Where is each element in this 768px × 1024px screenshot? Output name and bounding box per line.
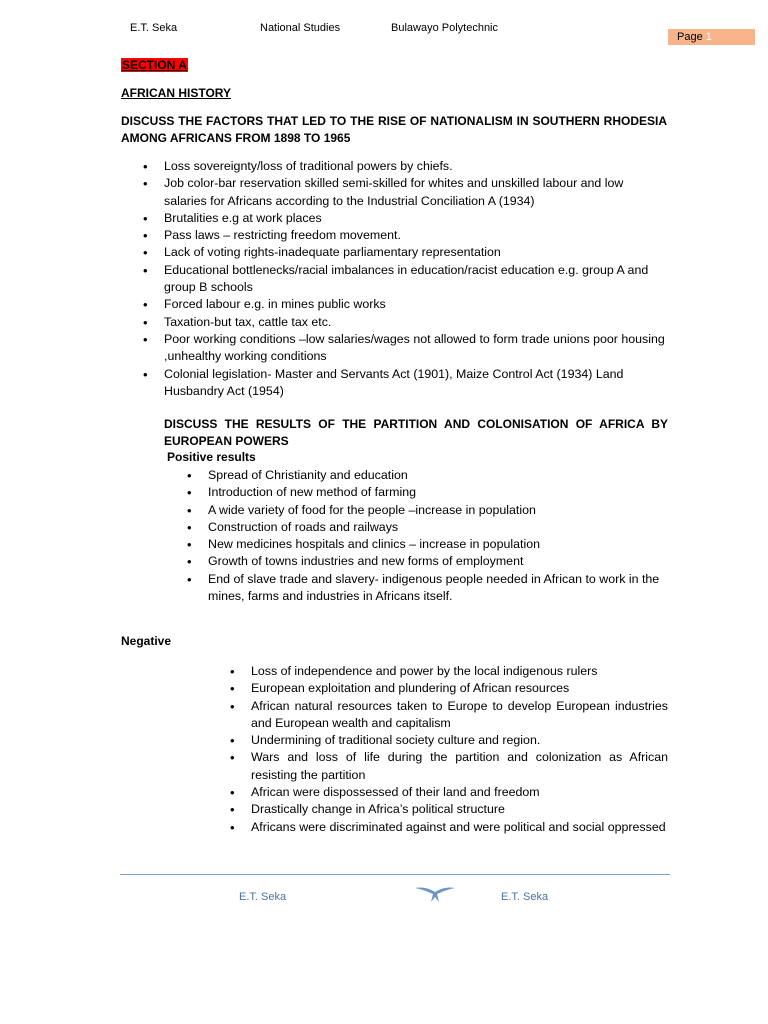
positive-results-label: Positive results <box>167 450 256 464</box>
section-title: SECTION A <box>122 58 187 72</box>
footer-right-author: E.T. Seka <box>501 891 549 903</box>
negative-result-item: • African were dispossessed of their land and freedom <box>230 784 668 801</box>
factor-item: • Pass laws – restricting freedom movement. <box>143 227 668 244</box>
page-number-box <box>668 29 755 45</box>
positive-result-item: • New medicines hospitals and clinics – increase in population <box>187 536 668 553</box>
negative-list <box>230 663 668 836</box>
factor-item: • Brutalities e.g at work places <box>143 210 668 227</box>
footer-divider <box>120 874 670 875</box>
header-author: E.T. Seka <box>130 22 178 34</box>
factor-item: • Colonial legislation- Master and Servants Act (1901), Maize Control Act (1934) Land Husbandry Act (1954) <box>143 366 668 401</box>
factors-list <box>143 158 668 400</box>
factor-item: • Lack of voting rights-inadequate parliamentary representation <box>143 244 668 261</box>
page-label: Page <box>677 31 703 43</box>
negative-result-item: • Drastically change in Africa’s political structure <box>230 801 668 818</box>
positive-list <box>187 467 668 605</box>
positive-result-item: • Spread of Christianity and education <box>187 467 668 484</box>
factor-item: • Forced labour e.g. in mines public works <box>143 296 668 313</box>
question-partition: DISCUSS THE RESULTS OF THE PARTITION AND COLONISATION OF AFRICA BY EUROPEAN POWERS <box>164 417 668 448</box>
negative-result-item: • Loss of independence and power by the local indigenous rulers <box>230 663 668 680</box>
negative-result-item: • African natural resources taken to Europe to develop European industries and European wealth and capitalism <box>230 698 668 733</box>
page-number: 1 <box>705 31 712 43</box>
page-heading: AFRICAN HISTORY <box>121 86 232 100</box>
bird-logo-icon <box>413 884 457 904</box>
positive-result-item: • Introduction of new method of farming <box>187 484 668 501</box>
header-subject: National Studies <box>260 22 341 34</box>
factor-item: • Educational bottlenecks/racial imbalances in education/racist education e.g. group A and group B schools <box>143 262 668 297</box>
negative-result-item: • Wars and loss of life during the partition and colonization as African resisting the partition <box>230 749 668 784</box>
positive-result-item: • End of slave trade and slavery- indigenous people needed in African to work in the mines, farms and industries in Africans itself. <box>187 571 668 606</box>
factor-item: • Job color-bar reservation skilled semi-skilled for whites and unskilled labour and low salaries for Africans according to the Industrial Conciliation A (1934) <box>143 175 668 210</box>
positive-result-item: • Construction of roads and railways <box>187 519 668 536</box>
negative-result-item: • European exploitation and plundering of African resources <box>230 680 668 697</box>
factor-item: • Taxation-but tax, cattle tax etc. <box>143 314 668 331</box>
footer-left-author: E.T. Seka <box>239 891 287 903</box>
question-nationalism: DISCUSS THE FACTORS THAT LED TO THE RISE OF NATIONALISM IN SOUTHERN RHODESIA AMONG AFRICANS FROM 1898 TO 1965 <box>121 114 667 145</box>
negative-label: Negative <box>121 634 172 648</box>
factor-item: • Loss sovereignty/loss of traditional powers by chiefs. <box>143 158 668 175</box>
negative-result-item: • Undermining of traditional society culture and region. <box>230 732 668 749</box>
positive-result-item: • A wide variety of food for the people –increase in population <box>187 502 668 519</box>
header-institution: Bulawayo Polytechnic <box>391 22 499 34</box>
factor-item: • Poor working conditions –low salaries/wages not allowed to form trade unions poor housing ,unhealthy working conditions <box>143 331 668 366</box>
negative-result-item: • Africans were discriminated against and were political and social oppressed <box>230 819 668 836</box>
positive-result-item: • Growth of towns industries and new forms of employment <box>187 553 668 570</box>
